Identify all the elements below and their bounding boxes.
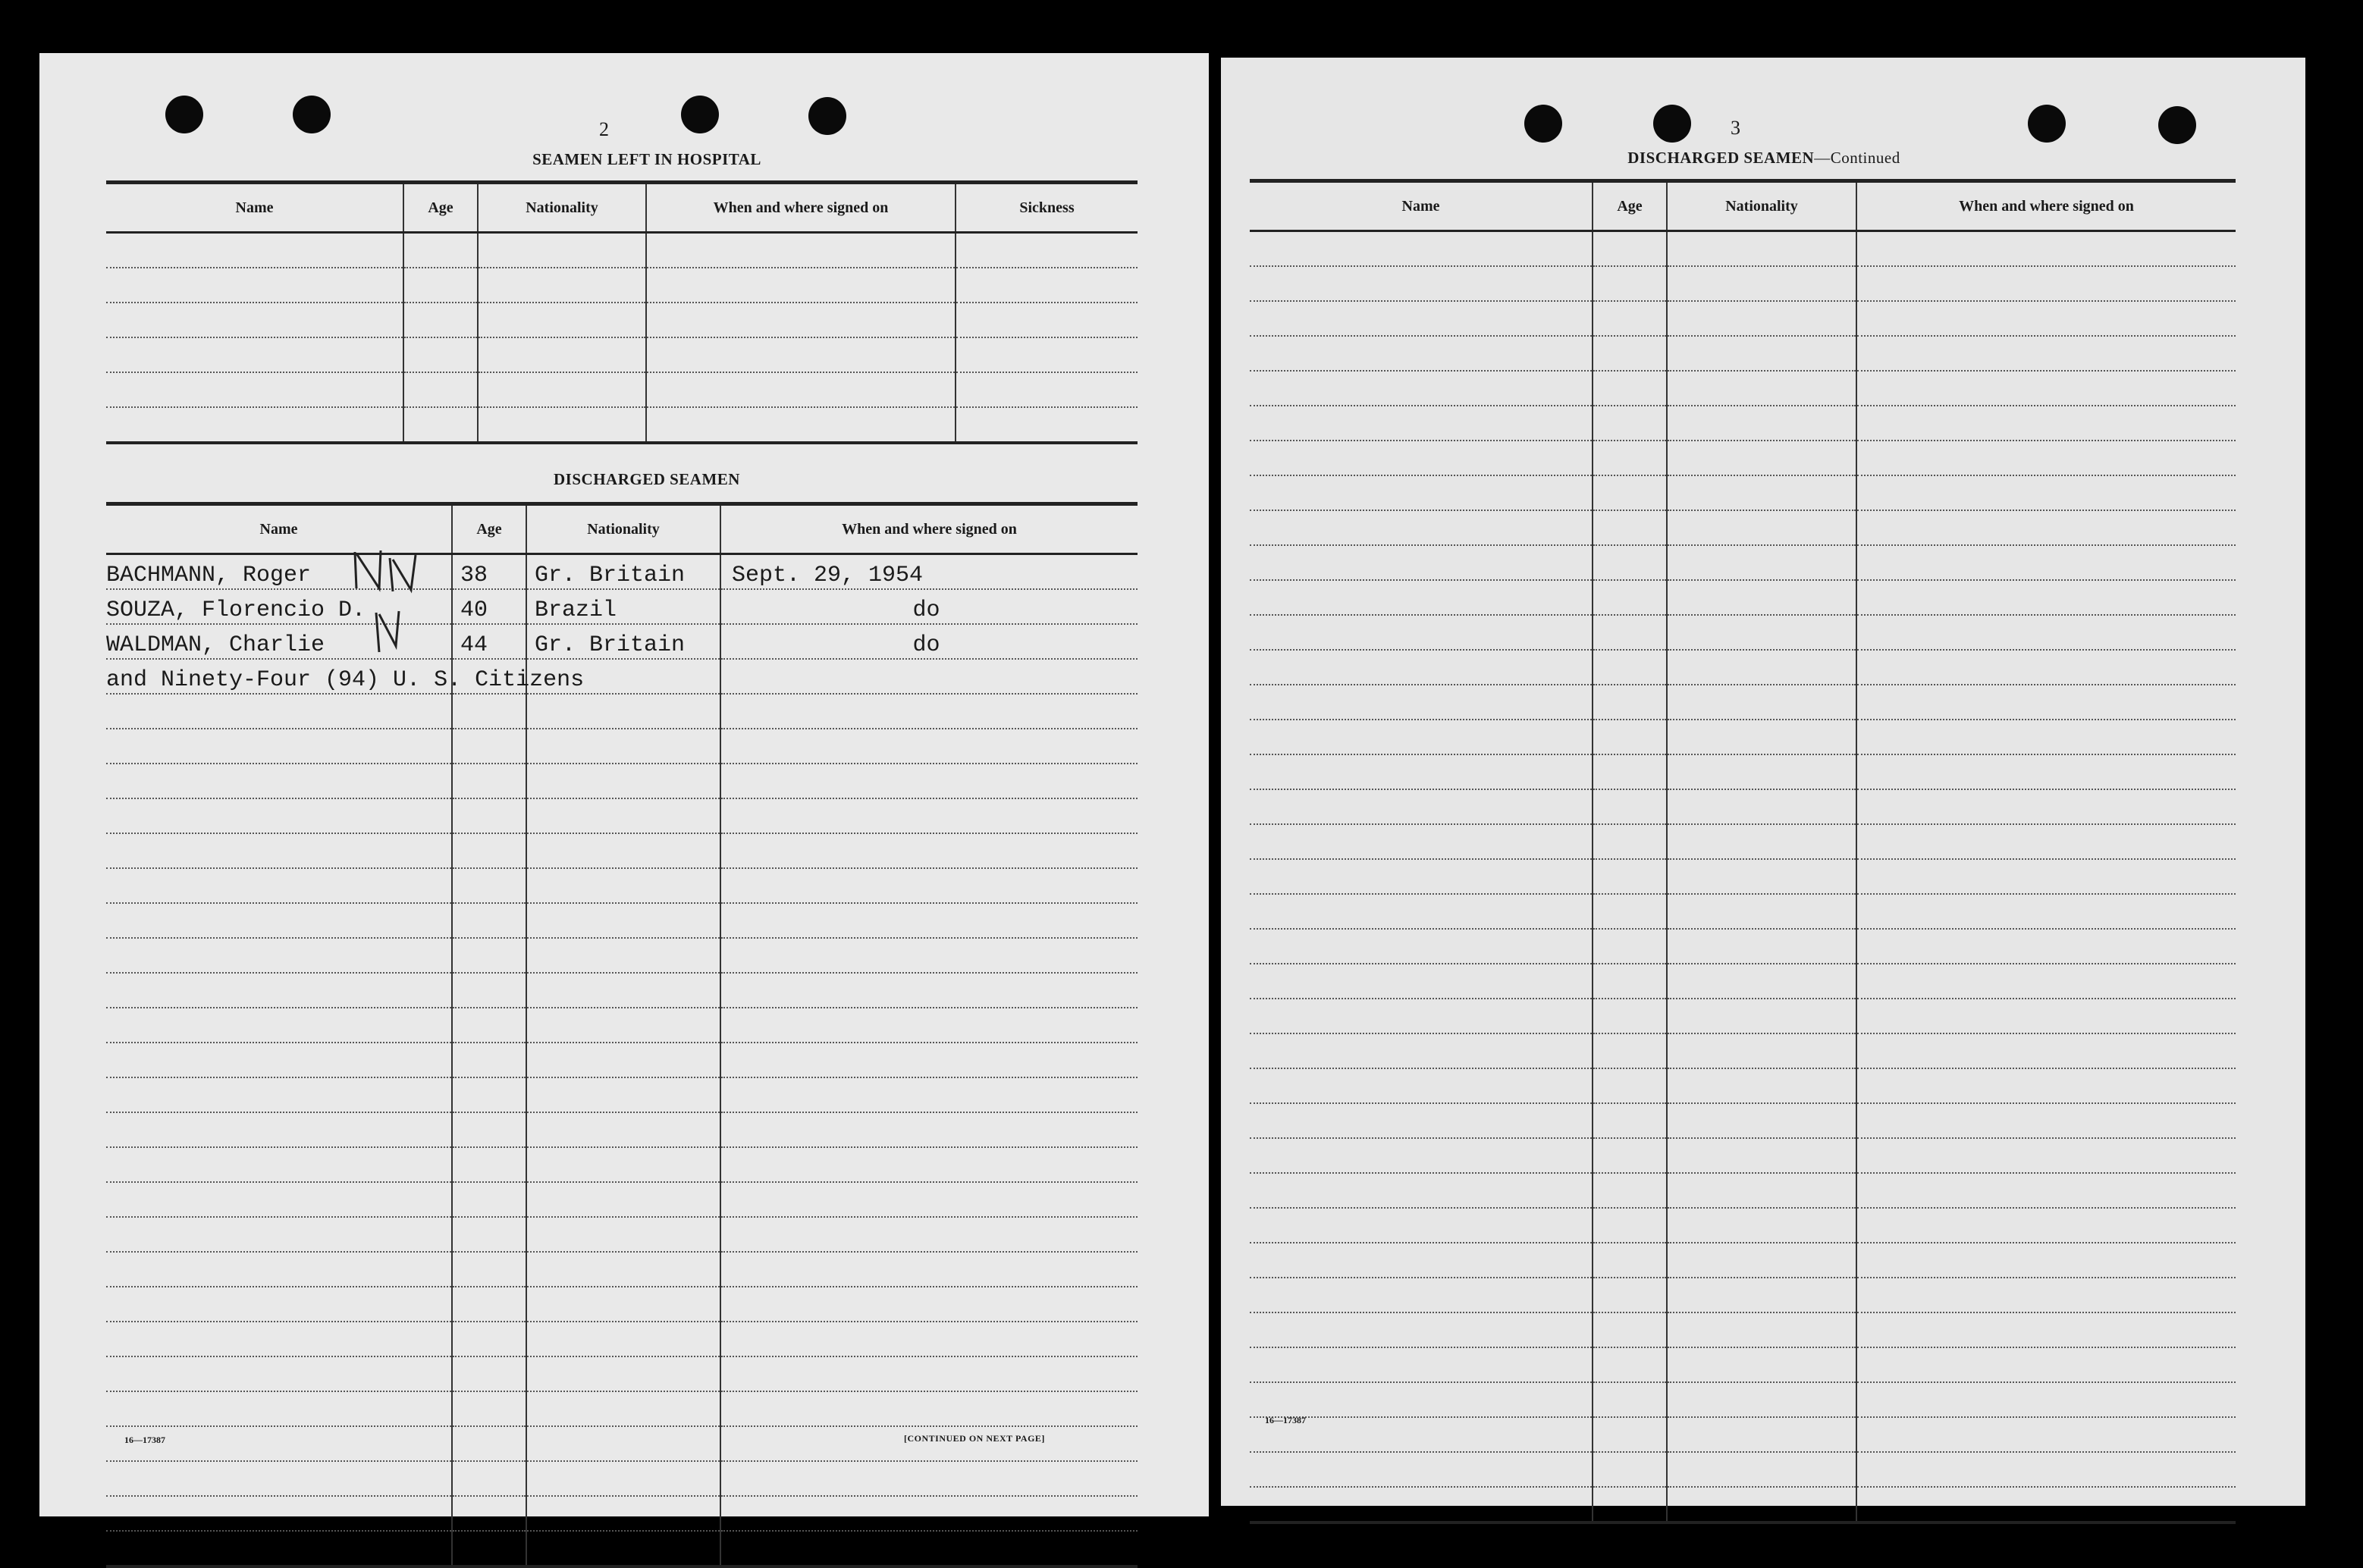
- table-row: [106, 407, 1138, 443]
- punch-hole: [681, 96, 719, 133]
- seaman-nationality: Brazil: [526, 589, 720, 624]
- column-header: Nationality: [526, 504, 720, 554]
- page-number: 3: [1731, 117, 1740, 139]
- punch-hole: [1653, 105, 1691, 143]
- table-row: [1250, 1382, 2236, 1417]
- seaman-name: WALDMAN, Charlie: [106, 624, 452, 659]
- table-row: [106, 1322, 1138, 1356]
- table-row: [1250, 1173, 2236, 1208]
- table-row: [1250, 475, 2236, 510]
- table-row: [106, 268, 1138, 303]
- table-row: [1250, 1452, 2236, 1487]
- table-row: [1250, 685, 2236, 720]
- table-row: [1250, 1068, 2236, 1103]
- column-header: When and where signed on: [646, 183, 956, 233]
- table-row: [1250, 441, 2236, 475]
- table-row: [1250, 1312, 2236, 1347]
- table-row: [1250, 1208, 2236, 1243]
- table-row: [106, 1077, 1138, 1112]
- seaman-signed-on: do: [720, 589, 1138, 624]
- column-header: When and where signed on: [720, 504, 1138, 554]
- page-number: 2: [599, 118, 609, 140]
- hospital-table: [106, 180, 1138, 444]
- seaman-nationality: Gr. Britain: [526, 554, 720, 590]
- table-row: [1250, 1033, 2236, 1068]
- column-header: Sickness: [956, 183, 1138, 233]
- seaman-age: 38: [452, 554, 526, 590]
- table-row: [1250, 545, 2236, 580]
- right-page: [1221, 58, 2305, 1506]
- table-row: [106, 1461, 1138, 1496]
- table-row: [1250, 371, 2236, 406]
- seaman-signed-on: Sept. 29, 1954: [720, 554, 1138, 590]
- discharged-continued-table: [1250, 179, 2236, 1524]
- table-row: [106, 1008, 1138, 1043]
- table-row: [1250, 1103, 2236, 1138]
- table-row: [106, 1391, 1138, 1426]
- table-header-row: [106, 183, 1138, 233]
- table-row: [1250, 1347, 2236, 1382]
- column-header: Age: [403, 183, 478, 233]
- table-row: [1250, 859, 2236, 894]
- table-row: [1250, 1278, 2236, 1312]
- continued-note: [CONTINUED ON NEXT PAGE]: [904, 1433, 1045, 1444]
- table-row: [106, 1147, 1138, 1182]
- table-header-row: [1250, 181, 2236, 231]
- punch-hole: [808, 97, 846, 135]
- left-page: [39, 53, 1209, 1516]
- discharged-table: [106, 502, 1138, 1568]
- seaman-signed-on: do: [720, 624, 1138, 659]
- table-header-row: [106, 504, 1138, 554]
- table-row: [106, 589, 1138, 624]
- table-row: [1250, 336, 2236, 371]
- table-row: [106, 1112, 1138, 1147]
- table-row: [1250, 615, 2236, 650]
- table-row: [106, 1287, 1138, 1322]
- punch-hole: [1524, 105, 1562, 143]
- table-row: [106, 798, 1138, 833]
- table-row: [106, 1356, 1138, 1391]
- table-row: [1250, 650, 2236, 685]
- seaman-nationality: Gr. Britain: [526, 624, 720, 659]
- table-row: [106, 903, 1138, 938]
- table-row: [1250, 231, 2236, 267]
- table-row: [106, 1496, 1138, 1531]
- column-header: Name: [1250, 181, 1593, 231]
- form-number: 16—17387: [1265, 1415, 1306, 1425]
- table-row: [1250, 1138, 2236, 1173]
- column-header: Name: [106, 183, 403, 233]
- table-row: [1250, 1487, 2236, 1523]
- table-row: [106, 337, 1138, 372]
- punch-hole: [2158, 106, 2196, 144]
- table-row: [106, 764, 1138, 798]
- table-row: [1250, 1243, 2236, 1278]
- table-row: [106, 694, 1138, 729]
- table-row: [106, 868, 1138, 903]
- table-row: [1250, 824, 2236, 859]
- punch-hole: [293, 96, 331, 133]
- table-row: [1250, 964, 2236, 999]
- table-row: [1250, 406, 2236, 441]
- table-row: [1250, 999, 2236, 1033]
- table-row: [106, 1182, 1138, 1217]
- table-row: [106, 833, 1138, 868]
- punch-hole: [165, 96, 203, 133]
- column-header: Age: [1593, 181, 1667, 231]
- handwritten-check-mark: [346, 544, 429, 658]
- discharged-continued-title: [1574, 149, 1953, 168]
- table-row: [106, 624, 1138, 659]
- table-row: [1250, 754, 2236, 789]
- section-title-suffix: —Continued: [1814, 149, 1900, 167]
- column-header: Nationality: [1667, 181, 1856, 231]
- table-row: [106, 1043, 1138, 1077]
- discharged-section-title: DISCHARGED SEAMEN: [554, 470, 740, 488]
- table-row: [106, 938, 1138, 973]
- table-row: [1250, 510, 2236, 545]
- seaman-age: 44: [452, 624, 526, 659]
- table-row: [106, 1252, 1138, 1287]
- seaman-name: BACHMANN, Roger: [106, 554, 452, 590]
- table-row: [106, 973, 1138, 1008]
- column-header: Age: [452, 504, 526, 554]
- seaman-age: 40: [452, 589, 526, 624]
- table-row: [106, 1217, 1138, 1252]
- table-row: [106, 729, 1138, 764]
- table-row: [106, 372, 1138, 407]
- table-row: [1250, 580, 2236, 615]
- hospital-section-title: SEAMEN LEFT IN HOSPITAL: [532, 150, 761, 168]
- table-row: [106, 659, 1138, 694]
- seaman-name: SOUZA, Florencio D.: [106, 589, 452, 624]
- table-row: [1250, 720, 2236, 754]
- table-row: [1250, 301, 2236, 336]
- table-row: [106, 303, 1138, 337]
- table-row: [106, 1531, 1138, 1566]
- table-row: [1250, 1417, 2236, 1452]
- form-number: 16—17387: [124, 1435, 165, 1445]
- column-header: Nationality: [478, 183, 646, 233]
- table-row: [1250, 266, 2236, 301]
- citizens-note: and Ninety-Four (94) U. S. Citizens: [106, 659, 452, 694]
- table-row: [1250, 789, 2236, 824]
- column-header: Name: [106, 504, 452, 554]
- section-title-main: DISCHARGED SEAMEN: [1627, 149, 1815, 167]
- punch-hole: [2028, 105, 2066, 143]
- column-header: When and where signed on: [1856, 181, 2236, 231]
- table-row: [1250, 929, 2236, 964]
- table-row: [106, 554, 1138, 590]
- table-row: [1250, 894, 2236, 929]
- table-row: [106, 233, 1138, 268]
